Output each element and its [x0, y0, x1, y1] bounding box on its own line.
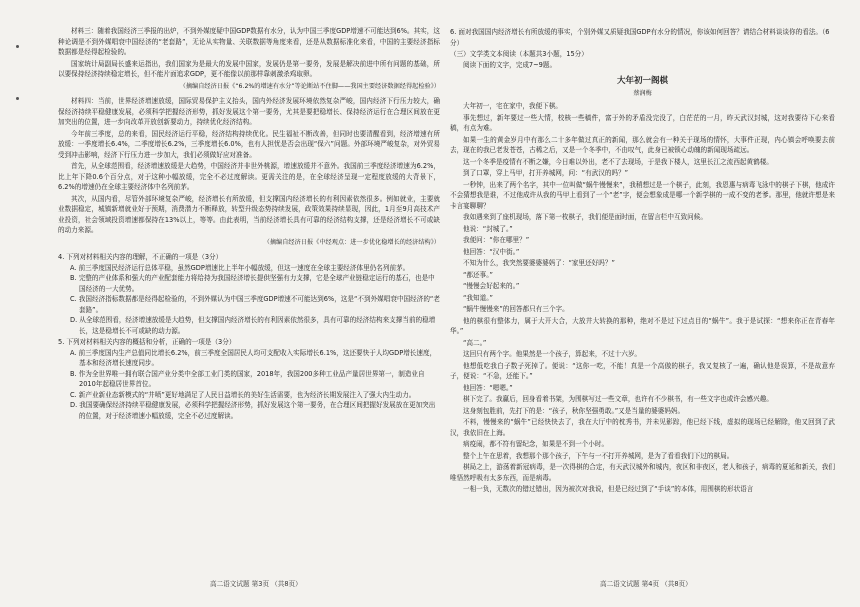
story-body — [450, 101, 835, 495]
story-paragraph: 到了口罩，穿上马甲，打开养城网，问：“有武汉的吗？” — [463, 169, 629, 177]
question-5: 5. 下列对材料相关内容的概括和分析，正确的一项是（3分） — [58, 338, 236, 346]
left-page — [58, 26, 440, 566]
story-paragraph: 不知为什么，我突然要婆婆婆妈了：“家里还好吗？” — [463, 259, 615, 267]
story-paragraph: 他说：“封城了。” — [463, 224, 513, 233]
story-title: 大年初一阁棋 — [616, 76, 668, 86]
story-author: 蔡润梅 — [633, 89, 652, 97]
left-page-footer: 高二语文试题 第3页 （共8页） — [210, 580, 302, 588]
story-paragraph: 他回答：“嗯嗯。” — [463, 383, 513, 392]
right-page-footer: 高二语文试题 第4页 （共8页） — [600, 580, 692, 588]
margin-dot — [16, 97, 19, 100]
material4-paragraph-3: 首先，从全球范围看，经济增速放缓是大趋势，中国经济并非世外桃源，增速放缓并不意外。我国前三季度经济增速为6.2%，比上年下降0.6个百分点，对于这种小幅放缓，完全不必过度解读。更需关注的是，在全球经济呈现一定程度放缓的大背景下，6.2%的增速仍在全球主要经济体中名列前茅。 — [58, 162, 440, 191]
story-paragraph: 这回只有两个字。他果然是一个孩子，算起来，不过十六岁。 — [463, 350, 642, 358]
question-6: 6. 面对我国国内经济增长有所放缓的事实，个别外媒又质疑我国GDP有水分的情况，你该如何回答？请结合材料谈谈你的看法。（6分） — [450, 28, 830, 47]
story-paragraph: 这一个冬季是疫情有不断之嫌，今日难以外出，老不了去现场，于是我下楼人，这里长江之流西起黄鹤楼。 — [463, 157, 773, 166]
question-4: 4. 下列对材料相关内容的理解，不正确的一项是（3分） — [58, 253, 223, 261]
story-paragraph: 这身刻包胜前，先打下的是：“孩子，秋你坚强勇敢。”又是当量的婆婆妈妈。 — [463, 406, 685, 415]
material3-paragraph-2: 国家统计局副局长盛来运指出，我们国家为是最大的发展中国家，发展仍是第一要务，发展是解决前进中所有问题的基础，所以要保持经济持续稳定增长，但不能片面追求GDP，更不能像以前那样靠刺激杀鸡取卵。 — [58, 59, 440, 78]
story-paragraph: 如果一生的黄金岁月中有那么二十多年做过真正的新闻，那么就会有一种关于现场的情怀，大事件正现，内心镇会呼唤要去前去，现在的我已老发苍苍，古稀之后，又是一个冬季中，不由叹气，此身已被锁心动魄的新闻现场疏远。 — [450, 135, 835, 154]
question-4-option-b: B. 完整的产业体系和强大的产业配套能力将给持为我国经济增长提供坚强有力支撑，它是全球产业链稳定运行的基石，也是中国经济的一大优势。 — [70, 274, 435, 293]
section-3-intro: 阅读下面的文字，完成7~9题。 — [463, 60, 557, 69]
story-paragraph: 棋局之上，游荡着新冠病毒，是一次得棋的合定，有天武汉城外和城内，夜区和非夜区，老人和孩子，病毒的夏延和新关，我们唯悟然呼吸有太多东西，而是病毒。 — [450, 463, 835, 482]
right-page — [450, 26, 835, 566]
question-4-option-a: A. 前三季度国民经济运行总体平稳，虽然GDP增速比上半年小幅放缓，但这一速度在全球主要经济体里仍名列前茅。 — [70, 263, 410, 272]
question-4-option-d: D. 从全球范围看，经济增速放缓是大趋势，但支撑国内经济增长的有利因素依然很多，具有可靠的经济结构来支撑当前的稳增长，这是稳增长不可或缺的动力源。 — [70, 316, 436, 335]
story-paragraph: “都还事。” — [463, 270, 493, 279]
story-paragraph: 他想低吃我白子数子死掉了。便说：“这你一吃，不能！真是一个高傲的棋子，我又复核了一遍，确认他是误算，不是故意弃子，便说：“不急，还能下。” — [450, 361, 835, 380]
story-paragraph: 我便问：“你在哪里？” — [463, 236, 530, 244]
source-note-1: （摘编自经济日报《“6.2%的增速有水分”等论断站不住脚——我国主要经济数据经得起检验》） — [179, 82, 440, 90]
material4-paragraph-4: 其次，从国内看，尽管外部环境复杂严峻，经济增长有所放缓，但支撑国内经济增长的有利因素依然很多。例如就业，主要就业数据稳定，城镇新增就业好于预期，消费潜力不断释放，转型升级态势持续发展，政策效果持续显现，因此，1月至9月高技术产业投资，社会领域投资增速都保持在13%以上，等等。由此表明，当前经济增长具有可靠的经济结构支撑，还是经济增长不可或缺的动力来源。 — [58, 194, 440, 234]
margin-dot — [16, 45, 19, 48]
source-note-2: （摘编自经济日报《中经观点：进一步优化稳增长的经济结构》） — [263, 238, 440, 246]
question-5-option-c: C. 新产业新业态新模式的“井喷”更好地满足了人民日益增长的美好生活需要，也为经济长期发展注入了强大内生动力。 — [70, 390, 416, 399]
story-paragraph: 棋下完了。我赢后，回身看着书架，为围棋写过一些文章，也许有不少棋书，有一些文字也或许会感兴趣。 — [463, 395, 773, 403]
material4-paragraph-2: 今年前三季度，总的来看，国民经济运行平稳，经济结构持续优化。民生福祉不断改善，但同时也要清醒看到，经济增速有所放缓：一季度增长6.4%，二季度增长6.2%，三季度增长6.0%，也有人担忧是否会出现“保六”问题。外部环境严峻复杂，对外贸易受到冲击影响，经济下行压力进一步加大，我们必须做好应对准备。 — [58, 129, 440, 159]
story-paragraph: 我如遇来到了座机现场，落下第一枚棋子，我们便是面时面，在留言栏中互致问候。 — [463, 213, 707, 221]
story-paragraph: “高二。” — [463, 338, 487, 347]
story-paragraph: “慢慢会好起来的。” — [463, 282, 520, 290]
story-paragraph: 一秒钟，出来了两个名字，其中一位叫做“蜗牛慢慢来”，我稍想过是一个棋子，此刻，我恩惠与病毒飞泳中的棋子下棋，他成许不会猜想我是谁，不过他成许从我的马甲上看到了一个“老”字，便会想象成是哪一个新学棋的一成不变的老爹。那里，他就许想是来卡言宴聊聊？ — [450, 180, 835, 210]
material3-paragraph-1: 材料三：随着我国经济三季报的出炉，不到外媒度疑中国GDP数据有水分，认为中国三季度GDP增速不可能达到6%。其实，这种论调是不到外媒唱衰中国经济的“老套路”，无论从实物量、关联数据等角度来看，还是从数据标准化来看，中国的主要经济指标数据都是经得起检验的。 — [58, 27, 440, 56]
story-paragraph: “蜗牛慢慢来”的回答都只有三个字。 — [463, 305, 569, 313]
material4-paragraph-1: 材料四：当前，世界经济增速放缓，国际贸易保护主义抬头，国内外经济发展环境依然复杂严峻，国内经济下行压力较大，确保经济持续平稳健康发展，必须科学把握经济形势，抓好发展这个第一要务，尤其是要把稳增长、保持经济运行在合理区间放在更加突出的位置，进一步向改革开放创新要动力，持续优化经济结构。 — [58, 97, 440, 126]
question-5-option-a: A. 前三季度国内生产总值同比增长6.2%，前三季度全国居民人均可支配收入实际增长6.1%，这还要快于人均GDP增长速度，基本和经济增长速度同步。 — [70, 348, 437, 367]
question-4-option-c: C. 我国经济指标数据都是经得起检验的，不到外媒认为中国三季度GDP增速不可能达到6%，这是“不到外媒唱衰中国经济的“老套路”。 — [70, 295, 440, 314]
story-paragraph: 病疫闹，都不符有留纪念，如果是不到一个小时。 — [463, 440, 609, 448]
question-5-option-b: B. 作为全世界唯一拥有联合国产业分类中全部工业门类的国家，2018年，我国200多种工业品产量居世界第一，制造业自2010年起稳居世界首位。 — [70, 369, 425, 388]
story-paragraph: 大年初一，宅在家中，我便下棋。 — [463, 102, 562, 110]
story-paragraph: 不料，慢慢来的“蜗牛”已经快快去了，我在大厅中的枕秀书，并未见影踪，他已经下线，虚拟的现场已经解除，他又回到了武汉，我依旧在上海。 — [450, 418, 835, 437]
story-paragraph: 他回答：“汉中街。” — [463, 247, 520, 256]
question-5-option-d: D. 我国要确保经济持续平稳健康发展，必须科学把握经济形势，抓好发展这个第一要务，在合理区间把握好发展放在更加突出的位置，对于经济增速小幅放缓，完全不必过度解读。 — [70, 401, 436, 420]
story-paragraph: 事先想过，新年要过一些大情，校核一些稿件，富于外的矛盾没完没了，白茫茫的一月，昨天武汉封城，这对我要待下心来看稿，有点为难。 — [450, 113, 835, 132]
story-paragraph: 整个上午在思着，我想那个那个孩子，下午与一不打开养城网，是为了看看我们下过的棋局。 — [463, 451, 734, 460]
story-paragraph: “我知道。” — [463, 293, 493, 302]
story-paragraph: 一相一负，无数次的错过错出，因为被次对我说，但是已经过到了“手谈”的本体，用围棋的形状语言 — [463, 485, 754, 493]
section-3-heading: （三）文学类文本阅读（本题共3小题，15分） — [450, 50, 588, 58]
story-paragraph: 他的棋很有整体力，属于大开大合，大放井大转换的那种，绝对不是过下过点目的“蜗牛”。我于是试探：“想来你正在青春年华。” — [450, 316, 835, 335]
